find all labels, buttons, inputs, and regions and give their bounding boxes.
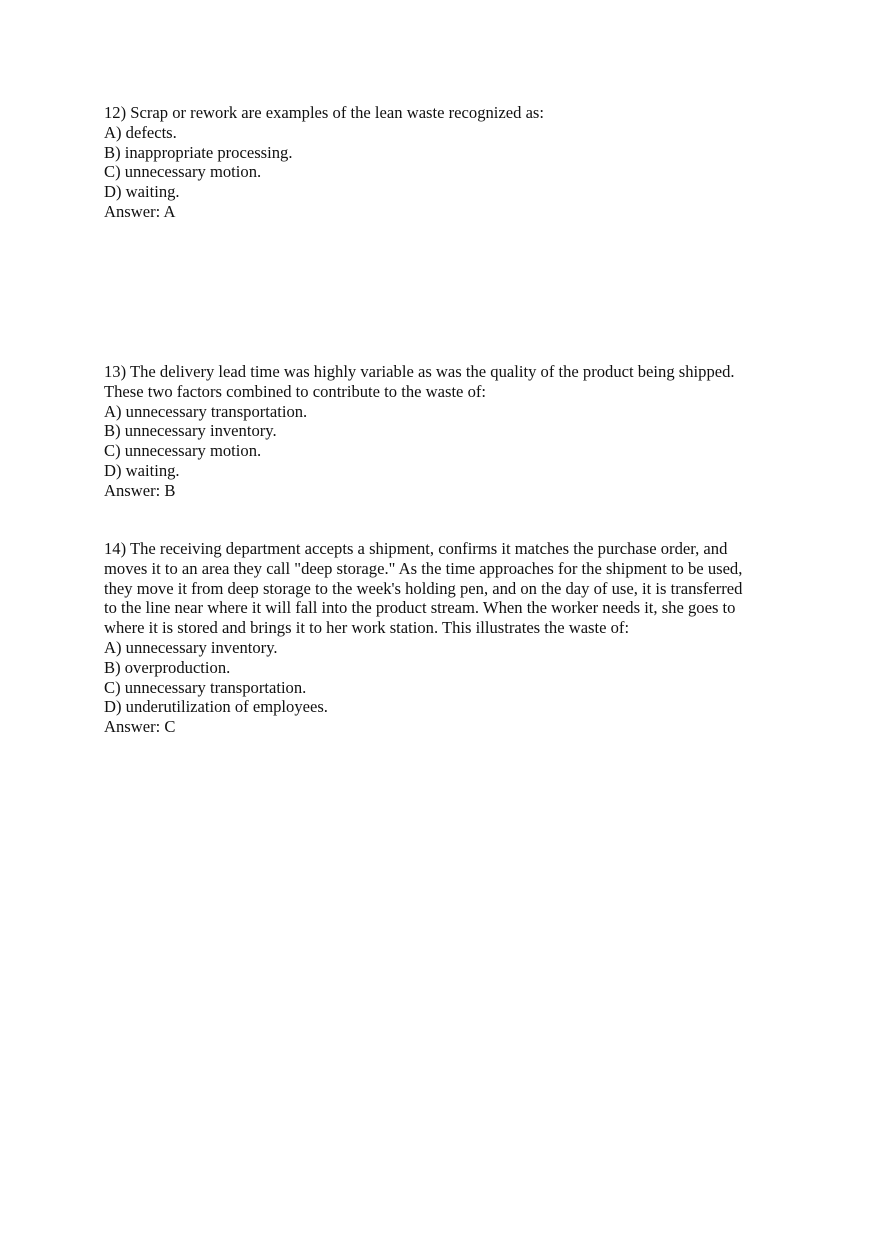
option-a: A) unnecessary transportation. bbox=[104, 401, 308, 421]
option-b: B) overproduction. bbox=[104, 657, 231, 677]
option-d: D) waiting. bbox=[104, 460, 180, 480]
option-b: B) unnecessary inventory. bbox=[104, 421, 277, 441]
question-13 bbox=[104, 362, 784, 501]
question-stem: 14) The receiving department accepts a shipment, confirms it matches the purchase order, and bbox=[104, 539, 728, 558]
question-stem: where it is stored and brings it to her work station. This illustrates the waste of: bbox=[104, 618, 630, 638]
answer-value: B bbox=[164, 480, 176, 500]
option-a: A) defects. bbox=[104, 122, 177, 142]
option-c: C) unnecessary motion. bbox=[104, 162, 262, 182]
question-stem: These two factors combined to contribute to the waste of: bbox=[104, 381, 487, 401]
answer-label: Answer: bbox=[104, 201, 161, 221]
option-c: C) unnecessary transportation. bbox=[104, 677, 307, 697]
question-stem: moves it to an area they call "deep storage." As the time approaches for the shipment to be used, bbox=[104, 558, 743, 578]
answer-label: Answer: bbox=[104, 717, 161, 737]
answer-line bbox=[104, 481, 784, 501]
question-stem: 13) The delivery lead time was highly variable as was the quality of the product being shipped. bbox=[104, 362, 735, 381]
option-a: A) unnecessary inventory. bbox=[104, 637, 278, 657]
question-stem: they move it from deep storage to the week's holding pen, and on the day of use, it is transferred bbox=[104, 578, 743, 598]
answer-line bbox=[104, 717, 784, 737]
option-b: B) inappropriate processing. bbox=[104, 142, 293, 162]
option-c: C) unnecessary motion. bbox=[104, 441, 262, 461]
answer-value: A bbox=[163, 201, 176, 221]
answer-value: C bbox=[164, 717, 176, 737]
answer-label: Answer: bbox=[104, 480, 161, 500]
question-stem: to the line near where it will fall into the product stream. When the worker needs it, she goes to bbox=[104, 598, 736, 618]
answer-line bbox=[104, 202, 784, 222]
option-d: D) waiting. bbox=[104, 182, 180, 202]
option-d: D) underutilization of employees. bbox=[104, 697, 328, 717]
question-14 bbox=[104, 539, 784, 737]
question-12 bbox=[104, 103, 784, 222]
question-stem: 12) Scrap or rework are examples of the lean waste recognized as: bbox=[104, 103, 545, 122]
